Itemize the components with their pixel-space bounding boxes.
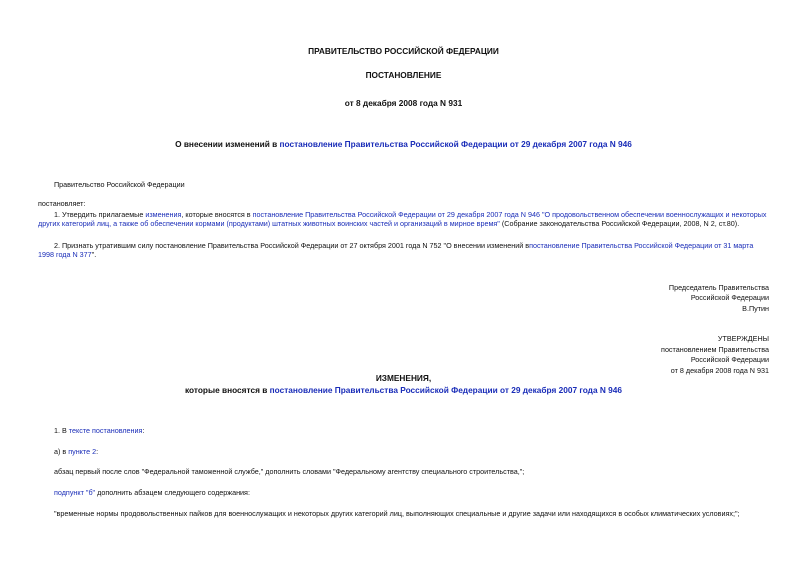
changes-heading: ИЗМЕНЕНИЯ, (375, 373, 432, 383)
signature-line-2: Российской Федерации (690, 293, 769, 302)
changes-subheading (0, 385, 807, 395)
signature-line-1: Председатель Правительства (668, 283, 769, 292)
body-p2-text-2: : (96, 447, 99, 456)
item-1-text-1: 1. Утвердить прилагаемые (54, 210, 146, 219)
government-heading: ПРАВИТЕЛЬСТВО РОССИЙСКОЙ ФЕДЕРАЦИИ (308, 46, 499, 56)
changes-subheading-prefix: которые вносятся в (184, 385, 270, 395)
doc-title (0, 139, 807, 149)
body-p2-text: а) в (54, 447, 69, 456)
approved-line-4: от 8 декабря 2008 года N 931 (670, 366, 769, 375)
changes-subheading-link[interactable]: постановление Правительства Российской Федерации от 29 декабря 2007 года N 946 (269, 385, 623, 395)
doc-title-link[interactable]: постановление Правительства Российской Федерации от 29 декабря 2007 года N 946 (279, 139, 632, 149)
body-paragraph-4 (54, 488, 250, 497)
item-2-text-2: ". (91, 250, 97, 259)
body-p2-link[interactable]: пункте 2 (68, 447, 97, 456)
body-paragraph-3: абзац первый после слов "Федеральной таможенной службе," дополнить словами "Федеральному агентству специального строительства,"; (54, 467, 525, 476)
preamble-line-2: постановляет: (38, 199, 86, 208)
body-p1-text: 1. В (54, 426, 69, 435)
body-p1-link[interactable]: тексте постановления (68, 426, 143, 435)
approved-line-3: Российской Федерации (690, 355, 769, 364)
body-paragraph-1 (54, 426, 144, 435)
item-1-changes-link[interactable]: изменения (145, 210, 182, 219)
item-1-text-2: , которые вносятся в (181, 210, 253, 219)
item-2-resolution-link[interactable]: постановление Правительства Российской Федерации от 31 марта 1998 года N 377 (38, 241, 754, 259)
doc-title-prefix: О внесении изменений в (175, 139, 280, 149)
signature-name: В.Путин (742, 304, 769, 313)
approved-line-2: постановлением Правительства (661, 345, 769, 354)
body-paragraph-5: "временные нормы продовольственных пайков для военнослужащих и некоторых других категорий лиц, выполняющих специальные и другие задачи или находящихся в особых климатических условиях;"; (54, 509, 740, 518)
doc-type-heading: ПОСТАНОВЛЕНИЕ (365, 70, 442, 80)
item-1-text-3: (Собрание законодательства Российской Федерации, 2008, N 2, ст.80). (499, 219, 740, 228)
item-1-resolution-link[interactable]: постановление Правительства Российской Федерации от 29 декабря 2007 года N 946 "О продовольственном обеспечении военнослужащих и некоторых других категорий лиц, а также об обеспечении кормами (продуктами) штатных животных воинских частей и организаций в мирное время" (38, 210, 767, 228)
body-p1-text-2: : (142, 426, 145, 435)
approved-line-1: УТВЕРЖДЕНЫ (717, 334, 769, 343)
preamble-line-1: Правительство Российской Федерации (54, 180, 185, 189)
doc-date-number: от 8 декабря 2008 года N 931 (344, 98, 463, 108)
item-2-text-1: 2. Признать утратившим силу постановление Правительства Российской Федерации от 27 октября 2001 года N 752 "О внесении изменений в (54, 241, 530, 250)
body-p4-text: дополнить абзацем следующего содержания: (95, 488, 250, 497)
item-1-paragraph (38, 210, 771, 228)
item-2-paragraph (38, 241, 771, 259)
body-paragraph-2 (54, 447, 98, 456)
body-p4-link[interactable]: подпункт "б" (54, 488, 96, 497)
